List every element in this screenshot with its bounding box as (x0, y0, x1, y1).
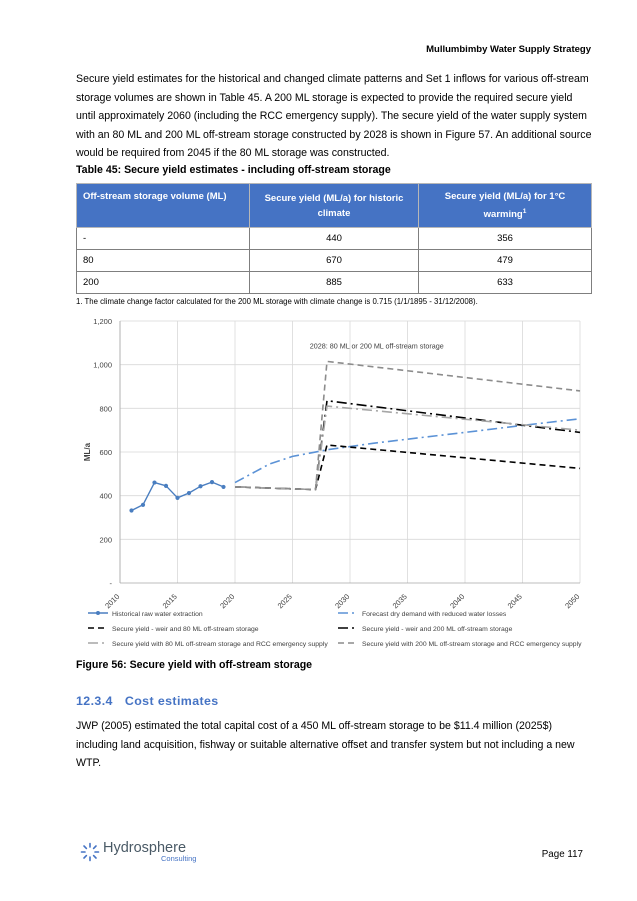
table-caption: Table 45: Secure yield estimates - including off-stream storage (76, 164, 391, 176)
table-cell: - (77, 228, 250, 250)
x-tick-label: 2035 (390, 592, 409, 611)
legend-label: Forecast dry demand with reduced water losses (362, 611, 507, 618)
table-cell: 200 (77, 272, 250, 294)
y-tick-label: - (109, 579, 112, 588)
running-header: Mullumbimby Water Supply Strategy (426, 44, 591, 55)
table-row (77, 250, 592, 272)
cost-paragraph: JWP (2005) estimated the total capital cost of a 450 ML off-stream storage to be $11.4 million (2025$) including land acquisition, fishway or suitable alternative offset and transfer system but not including a new WTP. (76, 720, 575, 770)
x-tick-label: 2025 (275, 592, 294, 611)
y-tick-label: 600 (99, 448, 112, 457)
y-axis-title: ML/a (83, 442, 92, 462)
header-historic-climate: Secure yield (ML/a) for historic climate (250, 184, 419, 228)
header-warming-text: Secure yield (ML/a) for 1°C warming (444, 191, 566, 221)
table-row (77, 228, 592, 250)
legend-label: Secure yield - weir and 200 ML off-stream storage (362, 626, 513, 633)
y-tick-label: 1,200 (93, 317, 112, 326)
y-tick-label: 1,000 (93, 360, 112, 370)
table-cell: 479 (419, 250, 592, 272)
table-footnote: 1. The climate change factor calculated for the 200 ML storage with climate change is 0.715 (1/1/1895 - 31/12/2008). (76, 297, 478, 306)
section-title: Cost estimates (124, 694, 219, 708)
table-cell: 356 (419, 228, 592, 250)
page-number: Page 117 (541, 849, 583, 860)
x-tick-label: 2030 (333, 592, 352, 611)
data-point (210, 480, 214, 484)
legend-label: Secure yield - weir and 80 ML off-stream storage (112, 626, 259, 633)
logo-subtitle: Consulting (161, 854, 197, 863)
legend-marker (96, 611, 100, 615)
data-point (198, 484, 202, 488)
table-cell: 670 (250, 250, 419, 272)
y-tick-label: 400 (99, 491, 112, 501)
chart-annotation: 2028: 80 ML or 200 ML off-stream storage (309, 341, 444, 351)
header-storage-volume: Off-stream storage volume (ML) (77, 184, 250, 228)
company-logo (80, 841, 196, 863)
intro-paragraph: Secure yield estimates for the historical and changed climate patterns and Set 1 inflows for various off-stream storage volumes are shown in Table 45. A 200 ML storage is expected to provide the required secure yield until approximately 2060 (including the RCC emergency supply). The secure yield of the water supply system with an 80 ML and 200 ML off-stream storage constructed by 2028 is shown in Figure 57. An additional source would be required from 2045 if the 80 ML storage was constructed. (76, 73, 592, 160)
header-warming-footnote-mark: 1 (522, 208, 527, 215)
x-tick-label: 2050 (563, 592, 582, 611)
logo-name: Hydrosphere (103, 840, 187, 856)
section-number: 12.3.4 (76, 694, 113, 708)
table-row (77, 272, 592, 294)
data-point (141, 503, 145, 507)
y-tick-label: 200 (99, 535, 112, 545)
legend-label: Historical raw water extraction (112, 611, 203, 618)
figure-caption: Figure 56: Secure yield with off-stream storage (76, 659, 313, 671)
table-cell: 633 (419, 272, 592, 294)
data-point (221, 485, 225, 489)
header-warming (419, 184, 592, 228)
x-tick-label: 2045 (505, 592, 524, 611)
y-tick-label: 800 (99, 404, 112, 414)
sun-swirl-icon (80, 842, 100, 862)
x-tick-label: 2015 (160, 592, 179, 611)
data-point (175, 496, 179, 500)
data-point (152, 480, 156, 484)
data-point (129, 508, 133, 512)
data-point (187, 491, 191, 495)
legend-label: Secure yield with 200 ML off-stream storage and RCC emergency supply (362, 641, 582, 648)
x-tick-label: 2010 (103, 592, 122, 611)
legend-label: Secure yield with 80 ML off-stream storage and RCC emergency supply (112, 641, 328, 648)
x-tick-label: 2040 (448, 592, 467, 611)
data-point (164, 484, 168, 488)
section-heading (76, 694, 219, 708)
x-tick-label: 2020 (218, 592, 237, 611)
table-cell: 80 (77, 250, 250, 272)
secure-yield-chart (76, 314, 596, 654)
table-cell: 885 (250, 272, 419, 294)
secure-yield-table (76, 183, 592, 294)
table-cell: 440 (250, 228, 419, 250)
table-header-row (77, 184, 592, 228)
